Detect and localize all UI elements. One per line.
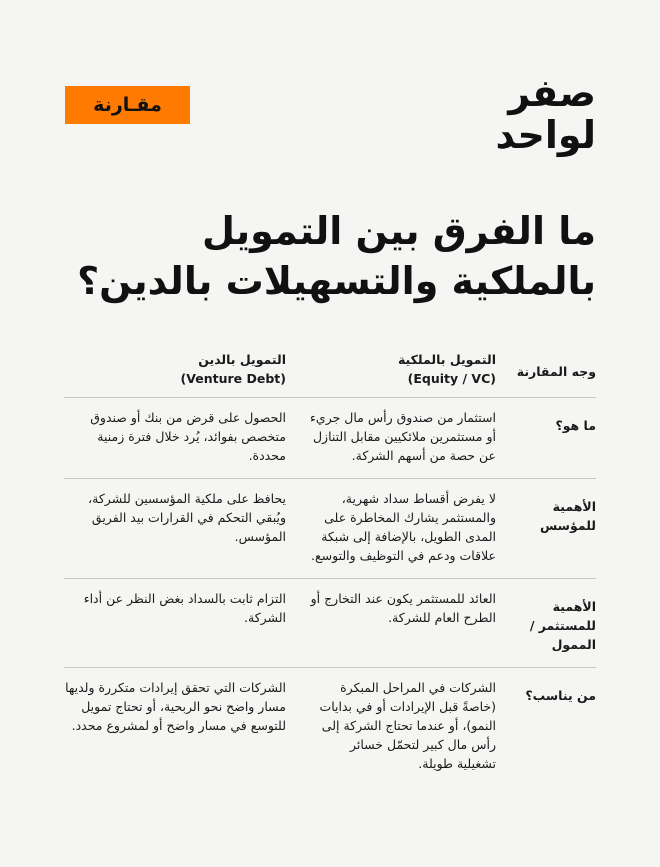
header-equity-subtitle: (Equity / VC)	[407, 371, 496, 386]
debt-cell: الشركات التي تحقق إيرادات متكررة ولديها مسار واضح نحو الربحية، أو تحتاج تمويل للتوسع في مسار واضح أو لمشروع محدد.	[65, 680, 286, 733]
equity-cell: الشركات في المراحل المبكرة (خاصةً قبل الإيرادات أو في بدايات النمو)، أو عندما تحتاج الشركة إلى رأس مال كبير لتحمّل خسائر تشغيلية طويلة.	[319, 680, 496, 771]
debt-cell: الحصول على قرض من بنك أو صندوق متخصص بفوائد، يُرد خلال فترة زمنية محددة.	[64, 398, 286, 479]
row-label: من يناسب؟	[525, 688, 596, 703]
table-header-row	[64, 350, 596, 398]
header-debt-subtitle: (Venture Debt)	[180, 371, 286, 386]
row-label: الأهمية للمؤسس	[496, 479, 596, 579]
brand-logo	[496, 72, 596, 156]
table-row	[64, 579, 596, 668]
brand-logo-line1: صفر	[508, 71, 596, 115]
table-row	[64, 668, 596, 787]
table-row	[64, 398, 596, 479]
table-row	[64, 479, 596, 579]
header-debt	[64, 350, 286, 398]
debt-cell: التزام ثابت بالسداد بغض النظر عن أداء الشركة.	[64, 579, 286, 668]
equity-cell: لا يفرض أقساط سداد شهرية، والمستثمر يشارك المخاطرة على المدى الطويل، بالإضافة إلى شبكة علاقات ودعم في التوظيف والتوسع.	[286, 479, 496, 579]
header-aspect: وجه المقارنة	[496, 350, 596, 398]
debt-cell: يحافظ على ملكية المؤسسين للشركة، ويُبقي التحكم في القرارات بيد الفريق المؤسس.	[64, 479, 286, 579]
comparison-table	[64, 350, 596, 786]
header-equity-title: التمويل بالملكية	[397, 352, 496, 367]
brand-logo-line2: لواحد	[495, 113, 596, 157]
equity-cell: استثمار من صندوق رأس مال جريء أو مستثمرين ملائكيين مقابل التنازل عن حصة من أسهم الشركة.	[286, 398, 496, 479]
category-badge: مقـارنة	[65, 86, 190, 124]
equity-cell: العائد للمستثمر يكون عند التخارج أو الطرح العام للشركة.	[286, 579, 496, 668]
header-equity	[286, 350, 496, 398]
page-title: ما الفرق بين التمويل بالملكية والتسهيلات بالدين؟	[77, 209, 596, 303]
header-debt-title: التمويل بالدين	[198, 352, 286, 367]
row-label: ما هو؟	[496, 398, 596, 479]
row-label: الأهمية للمستثمر / الممول	[496, 579, 596, 668]
